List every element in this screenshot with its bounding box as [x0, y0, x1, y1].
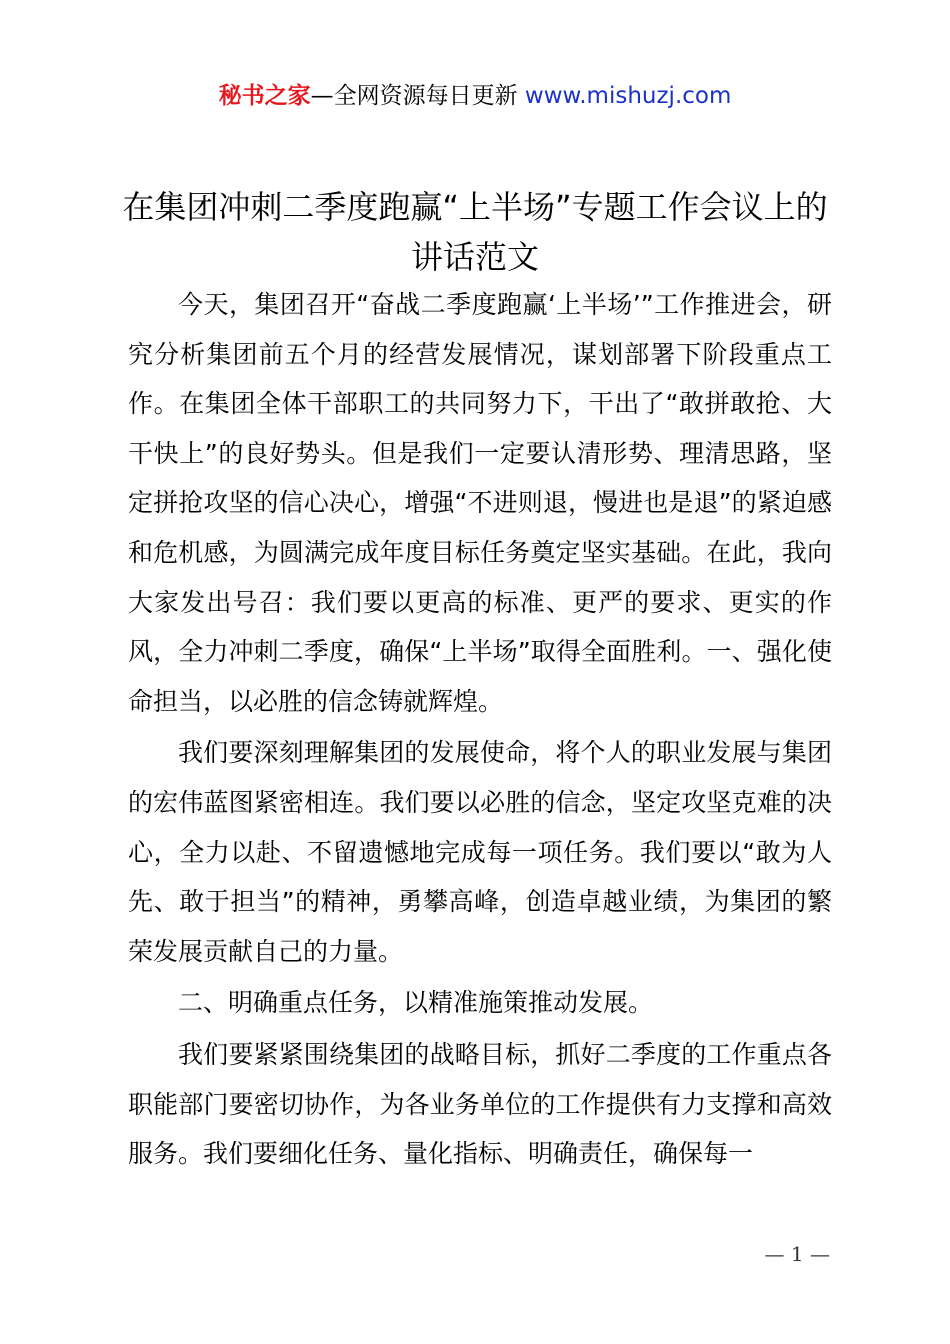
paragraph: 今天，集团召开“奋战二季度跑赢‘上半场’”工作推进会，研究分析集团前五个月的经营发展情况，谋划部署下阶段重点工作。在集团全体干部职工的共同努力下，干出了“敢拼敢抢、大干快上”的良好势头。但是我们一定要认清形势、理清思路，坚定拼抢攻坚的信心决心，增强“不进则退，慢进也是退”的紧迫感和危机感，为圆满完成年度目标任务奠定坚实基础。在此，我向大家发出号召：我们要以更高的标准、更严的要求、更实的作风，全力冲刺二季度，确保“上半场”取得全面胜利。一、强化使命担当，以必胜的信念铸就辉煌。 [128, 290, 832, 716]
site-url-link[interactable]: www.mishuzj.com [524, 83, 732, 109]
page-number: — 1 — [764, 1242, 830, 1266]
paragraph: 我们要深刻理解集团的发展使命，将个人的职业发展与集团的宏伟蓝图紧密相连。我们要以必胜的信念，坚定攻坚克难的决心，全力以赴、不留遗憾地完成每一项任务。我们要以“敢为人先、敢于担当”的精神，勇攀高峰，创造卓越业绩，为集团的繁荣发展贡献自己的力量。 [128, 738, 832, 966]
site-brand: 秘书之家 [218, 83, 311, 109]
site-tagline: —全网资源每日更新 [310, 83, 525, 109]
document-title: 在集团冲刺二季度跑赢“上半场”专题工作会议上的讲话范文 [122, 188, 828, 276]
section-heading: 二、明确重点任务，以精准施策推动发展。 [178, 988, 654, 1018]
paragraph: 我们要紧紧围绕集团的战略目标，抓好二季度的工作重点各职能部门要密切协作，为各业务单位的工作提供有力支撑和高效服务。我们要细化任务、量化指标、明确责任，确保每一 [128, 1039, 832, 1169]
site-header [0, 80, 950, 112]
document-body [128, 280, 832, 1181]
